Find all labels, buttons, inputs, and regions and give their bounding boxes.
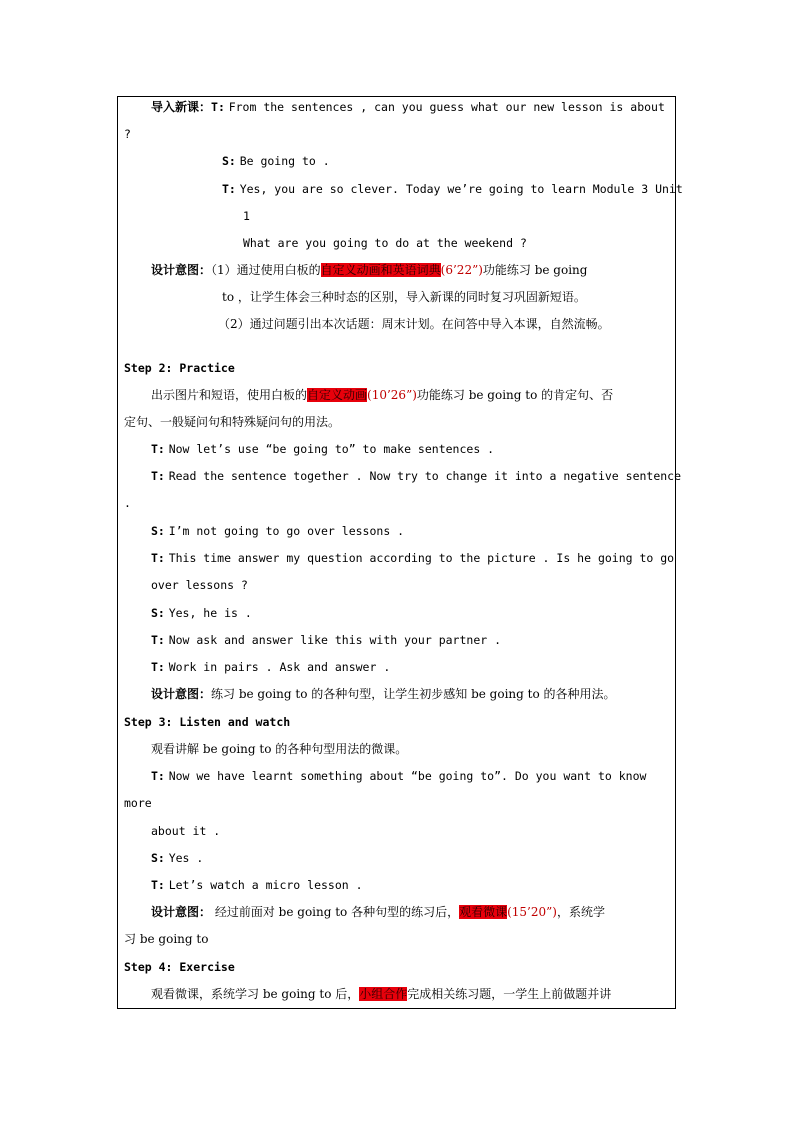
wrap-period: . bbox=[124, 496, 131, 510]
teacher-text: Now ask and answer like this with your partner . bbox=[168, 633, 502, 647]
design-heading: 设计意图： bbox=[151, 263, 212, 277]
dialogue-line bbox=[151, 632, 501, 648]
lesson-title: What are you going to do at the weekend ? bbox=[243, 236, 527, 250]
teacher-label: T: bbox=[151, 469, 165, 483]
time-stamp: (15’20”) bbox=[507, 905, 557, 919]
design-text: 功能练习 be going bbox=[482, 263, 588, 277]
highlight-tag: 观看微课 bbox=[459, 905, 508, 919]
design-intent-step3 bbox=[151, 904, 605, 920]
teacher-label: T: bbox=[151, 442, 165, 456]
dialogue-line bbox=[151, 441, 494, 457]
time-stamp: (6’22”) bbox=[440, 263, 483, 277]
teacher-text: Now let’s use “be going to” to make sentences . bbox=[168, 442, 495, 456]
dialogue-line bbox=[151, 659, 390, 675]
dialogue-line bbox=[151, 850, 203, 866]
teacher-line: From the sentences , can you guess what our new lesson is about bbox=[228, 100, 665, 114]
dialogue-line bbox=[151, 550, 674, 566]
teacher-text-wrap: about it . bbox=[151, 824, 221, 838]
step2-intro-text: 出示图片和短语，使用白板的 bbox=[151, 388, 308, 402]
step2-intro-cont: 定句、一般疑问句和特殊疑问句的用法。 bbox=[124, 415, 341, 429]
student-label: S: bbox=[222, 154, 236, 168]
intro-heading: 导入新课： bbox=[151, 100, 212, 114]
teacher-text: Work in pairs . Ask and answer . bbox=[168, 660, 391, 674]
intro-line-1 bbox=[151, 99, 665, 115]
student-text: Yes . bbox=[168, 851, 204, 865]
highlight-tag: 自定义动画和英语词典 bbox=[320, 263, 441, 277]
step4-intro-text: 观看微课，系统学习 be going to 后， bbox=[151, 987, 360, 1001]
teacher-text: Read the sentence together . Now try to change it into a negative sentence bbox=[168, 469, 682, 483]
teacher-label: T: bbox=[151, 660, 165, 674]
student-label: S: bbox=[151, 606, 165, 620]
teacher-text-wrap: over lessons ? bbox=[151, 578, 248, 592]
student-text: Be going to . bbox=[239, 154, 330, 168]
dialogue-line bbox=[151, 468, 681, 484]
design-intent-2: （2）通过问题引出本次话题：周末计划。在问答中导入本课，自然流畅。 bbox=[218, 317, 610, 331]
design-intent-step3-cont: 习 be going to bbox=[124, 932, 209, 946]
wrap-question-mark: ? bbox=[124, 127, 131, 141]
student-label: S: bbox=[151, 851, 165, 865]
teacher-text: Now we have learnt something about “be going to”. Do you want to know bbox=[168, 769, 647, 783]
design-text: ，系统学 bbox=[556, 905, 605, 919]
design-intent-step2 bbox=[151, 686, 616, 702]
teacher-text: Let’s watch a micro lesson . bbox=[168, 878, 363, 892]
design-intent-1 bbox=[151, 262, 587, 278]
highlight-tag: 自定义动画 bbox=[307, 388, 368, 402]
teacher-text-wrap: 1 bbox=[243, 209, 250, 223]
step4-heading: Step 4: Exercise bbox=[124, 960, 235, 974]
teacher-line-2 bbox=[222, 181, 683, 197]
dialogue-line bbox=[151, 523, 404, 539]
teacher-label: T: bbox=[211, 100, 225, 114]
highlight-tag: 小组合作 bbox=[359, 987, 408, 1001]
teacher-label: T: bbox=[151, 551, 165, 565]
design-intent-1-cont: to ，让学生体会三种时态的区别，导入新课的同时复习巩固新短语。 bbox=[222, 290, 586, 304]
student-text: I’m not going to go over lessons . bbox=[168, 524, 405, 538]
design-heading: 设计意图： bbox=[151, 687, 212, 701]
student-text: Yes, he is . bbox=[168, 606, 252, 620]
design-text: 练习 be going to 的各种句型，让学生初步感知 be going to 的各种用法。 bbox=[211, 687, 616, 701]
step2-intro bbox=[151, 387, 613, 403]
teacher-text-wrap: more bbox=[124, 796, 152, 810]
design-text: （1）通过使用白板的 bbox=[211, 263, 321, 277]
teacher-text: Yes, you are so clever. Today we’re going to learn Module 3 Unit bbox=[239, 182, 683, 196]
teacher-label: T: bbox=[222, 182, 236, 196]
step4-intro bbox=[151, 986, 611, 1002]
time-stamp: (10’26”) bbox=[367, 388, 417, 402]
student-line bbox=[222, 153, 330, 169]
step2-heading: Step 2: Practice bbox=[124, 361, 235, 375]
step3-intro: 观看讲解 be going to 的各种句型用法的微课。 bbox=[151, 742, 408, 756]
design-heading: 设计意图： bbox=[151, 905, 212, 919]
teacher-label: T: bbox=[151, 769, 165, 783]
dialogue-line bbox=[151, 768, 646, 784]
dialogue-line bbox=[151, 877, 363, 893]
step3-heading: Step 3: Listen and watch bbox=[124, 715, 291, 729]
teacher-label: T: bbox=[151, 878, 165, 892]
step4-intro-text: 完成相关练习题，一学生上前做题并讲 bbox=[407, 987, 612, 1001]
teacher-text: This time answer my question according to the picture . Is he going to go bbox=[168, 551, 675, 565]
dialogue-line bbox=[151, 605, 252, 621]
design-text: 经过前面对 be going to 各种句型的练习后， bbox=[214, 905, 460, 919]
step2-intro-text: 功能练习 be going to 的肯定句、否 bbox=[416, 388, 614, 402]
teacher-label: T: bbox=[151, 633, 165, 647]
student-label: S: bbox=[151, 524, 165, 538]
